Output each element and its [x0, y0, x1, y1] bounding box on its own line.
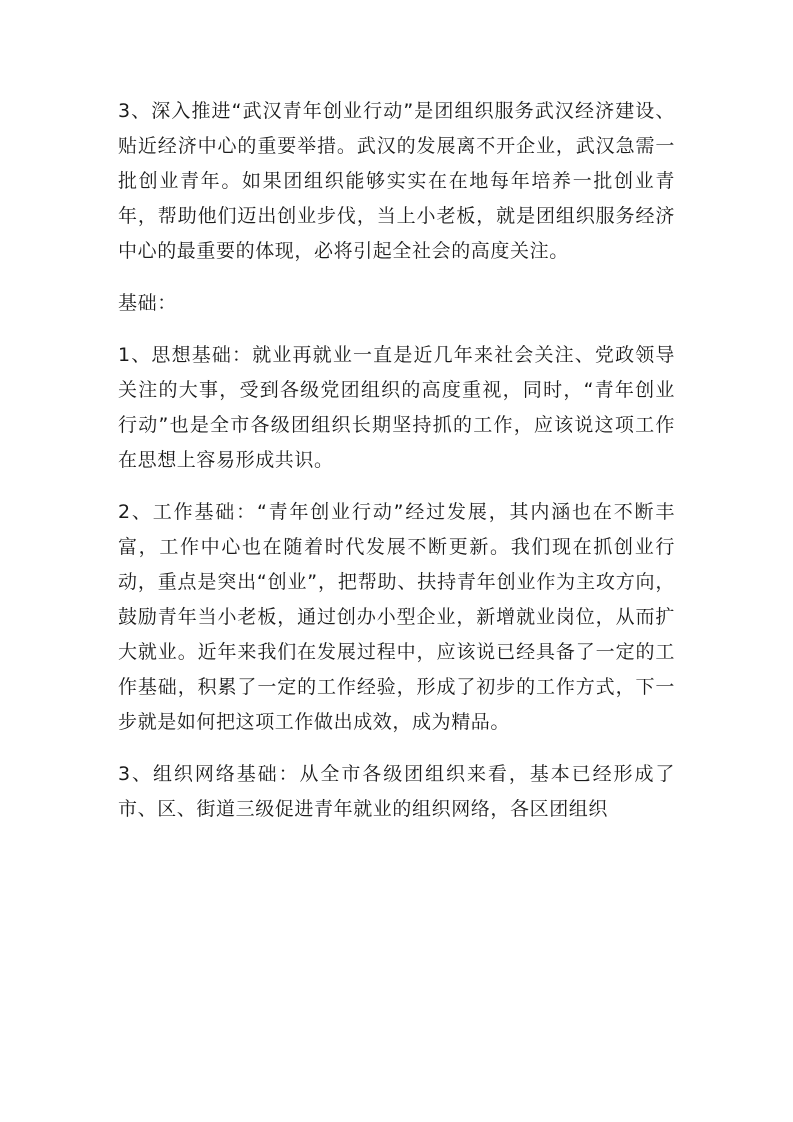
paragraph-ideological-basis: 1、思想基础：就业再就业一直是近几年来社会关注、党政领导关注的大事，受到各级党团组织的高度重视，同时，“青年创业行动”也是全市各级团组织长期坚持抓的工作，应该说这项工作在思想上容易形成共识。: [118, 344, 675, 471]
heading-basis: 基础：: [118, 292, 177, 314]
paragraph-organization-basis: 3、组织网络基础：从全市各级团组织来看，基本已经形成了市、区、街道三级促进青年就业的组织网络，各区团组织: [118, 763, 675, 820]
paragraph-importance: 3、深入推进“武汉青年创业行动”是团组织服务武汉经济建设、贴近经济中心的重要举措。武汉的发展离不开企业，武汉急需一批创业青年。如果团组织能够实实在在地每年培养一批创业青年，帮助他们迈出创业步伐，当上小老板，就是团组织服务经济中心的最重要的体现，必将引起全社会的高度关注。: [118, 100, 675, 262]
paragraph-work-basis: 2、工作基础：“青年创业行动”经过发展，其内涵也在不断丰富，工作中心也在随着时代发展不断更新。我们现在抓创业行动，重点是突出“创业”，把帮助、扶持青年创业作为主攻方向，鼓励青年当小老板，通过创办小型企业，新增就业岗位，从而扩大就业。近年来我们在发展过程中，应该说已经具备了一定的工作基础，积累了一定的工作经验，形成了初步的工作方式，下一步就是如何把这项工作做出成效，成为精品。: [118, 501, 675, 733]
